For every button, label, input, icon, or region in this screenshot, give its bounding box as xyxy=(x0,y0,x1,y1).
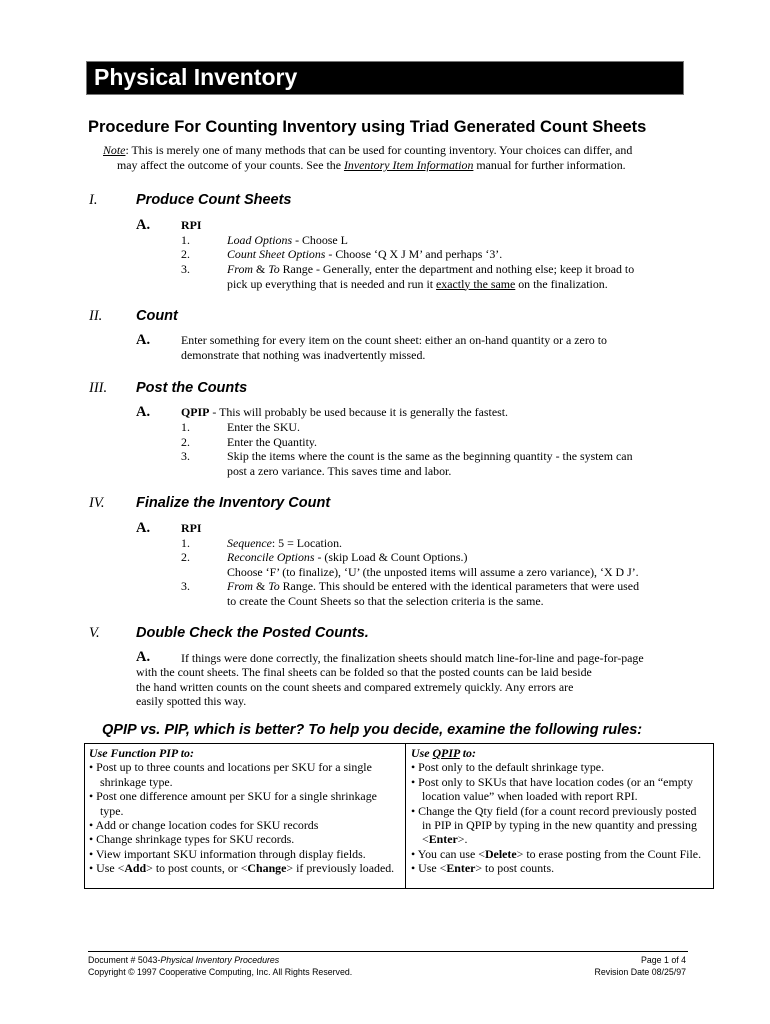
inventory-manual-reference: Inventory Item Information xyxy=(343,158,474,172)
rules-table xyxy=(84,743,714,889)
note-line-2: may affect the outcome of your counts. See the Inventory Item Information manual for further information. xyxy=(117,158,626,172)
section-5-sub-a: A. xyxy=(136,649,151,665)
qpip-column xyxy=(411,746,707,876)
pip-column-header: Use Function PIP to: xyxy=(89,746,194,760)
section-1-sub-a: A. xyxy=(136,217,151,233)
section-4-title: Finalize the Inventory Count xyxy=(136,495,331,511)
step-number: 3. xyxy=(181,579,190,593)
step-number: 1. xyxy=(181,420,190,434)
section-3-title: Post the Counts xyxy=(136,380,248,396)
list-item: • Post only to the default shrinkage type. xyxy=(411,760,605,775)
step-number: 2. xyxy=(181,435,190,449)
step-number: 3. xyxy=(181,449,190,463)
page-title: Physical Inventory xyxy=(94,64,298,90)
step-number: 1. xyxy=(181,233,190,247)
step-number: 2. xyxy=(181,550,190,564)
section-5-number: V. xyxy=(89,625,100,641)
qpip-column-header: Use QPIP to: xyxy=(411,746,476,760)
section-1-number: I. xyxy=(89,192,98,208)
section-2-sub-a: A. xyxy=(136,332,151,348)
section-3-sub-a: A. xyxy=(136,404,151,420)
table-divider xyxy=(405,744,406,888)
list-item: • Post up to three counts and locations per SKU for a single shrinkage type. xyxy=(89,760,372,789)
list-item: • Use <Enter> to post counts. xyxy=(411,861,555,876)
note-line-1: Note: This is merely one of many methods that can be used for counting inventory. Your choices can differ, and xyxy=(103,143,633,157)
list-item: • Use <Add> to post counts, or <Change> if previously loaded. xyxy=(89,861,395,876)
section-1-step-2: Count Sheet Options - Choose ‘Q X J M’ and perhaps ‘3’. xyxy=(227,247,503,261)
list-item: • Change the Qty field (for a count record previously posted in PIP in QPIP by typing in the new quantity and pressing <Enter>. xyxy=(411,803,697,847)
section-1-step-1: Load Options - Choose L xyxy=(227,233,348,247)
footer-rule xyxy=(88,951,688,952)
pip-column xyxy=(89,746,401,876)
section-2-title: Count xyxy=(136,308,178,324)
section-4-step-3: From & To Range. This should be entered with the identical parameters that were used to create the Count Sheets so that the selection criteria is the same. xyxy=(227,579,640,608)
section-4-sub-a: A. xyxy=(136,520,151,536)
section-1-label: RPI xyxy=(181,218,202,232)
step-number: 2. xyxy=(181,247,190,261)
section-3-label-line: QPIP - This will probably be used because it is generally the fastest. xyxy=(181,405,509,419)
document-subtitle: Procedure For Counting Inventory using Triad Generated Count Sheets xyxy=(88,118,647,136)
step-number: 3. xyxy=(181,262,190,276)
section-4-step-2: Reconcile Options - (skip Load & Count Options.) Choose ‘F’ (to finalize), ‘U’ (the unposted items will assume a zero variance), ‘X D J’. xyxy=(227,550,639,579)
section-2-number: II. xyxy=(89,308,103,324)
section-5-text: with the count sheets. The final sheets can be folded so that the posted counts can be laid beside the hand written counts on the count sheets and compared extremely quickly. Any errors are easily spotted this way. xyxy=(136,665,592,708)
list-item: • Post one difference amount per SKU for a single shrinkage type. xyxy=(89,789,377,818)
section-3-step-3: Skip the items where the count is the same as the beginning quantity - the system can post a zero variance. This saves time and labor. xyxy=(227,449,633,478)
section-5-line-1: If things were done correctly, the finalization sheets should match line-for-line and page-for-page xyxy=(181,651,644,665)
section-1-step-3: From & To Range - Generally, enter the department and nothing else; keep it broad to pick up everything that is needed and run it exactly the same on the finalization. xyxy=(227,262,635,291)
section-3-step-2: Enter the Quantity. xyxy=(227,435,318,449)
footer-document: Document # 5043-Physical Inventory Procedures xyxy=(88,955,280,965)
footer-page-number: Page 1 of 4 xyxy=(641,955,686,965)
list-item: • View important SKU information through display fields. xyxy=(89,846,366,861)
section-2-text: Enter something for every item on the count sheet: either an on-hand quantity or a zero to demonstrate that nothing was inadvertently missed. xyxy=(181,333,607,362)
comparison-heading: QPIP vs. PIP, which is better? To help you decide, examine the following rules: xyxy=(102,722,643,738)
list-item: • Change shrinkage types for SKU records. xyxy=(89,832,295,847)
section-4-number: IV. xyxy=(89,495,105,511)
list-item: • Post only to SKUs that have location codes (or an “empty location value” when loaded with report RPI. xyxy=(411,774,693,804)
title-bar xyxy=(86,61,684,95)
section-4-step-1: Sequence: 5 = Location. xyxy=(227,536,343,550)
footer-revision-date: Revision Date 08/25/97 xyxy=(594,967,686,977)
list-item: • Add or change location codes for SKU records xyxy=(89,818,319,833)
section-5-title: Double Check the Posted Counts. xyxy=(136,625,369,641)
list-item: • You can use <Delete> to erase posting from the Count File. xyxy=(411,846,702,861)
step-number: 1. xyxy=(181,536,190,550)
section-1-title: Produce Count Sheets xyxy=(136,192,292,208)
section-3-step-1: Enter the SKU. xyxy=(227,420,300,434)
section-3-number: III. xyxy=(89,380,108,396)
section-4-label: RPI xyxy=(181,521,202,535)
footer-copyright: Copyright © 1997 Cooperative Computing, Inc. All Rights Reserved. xyxy=(88,967,353,977)
